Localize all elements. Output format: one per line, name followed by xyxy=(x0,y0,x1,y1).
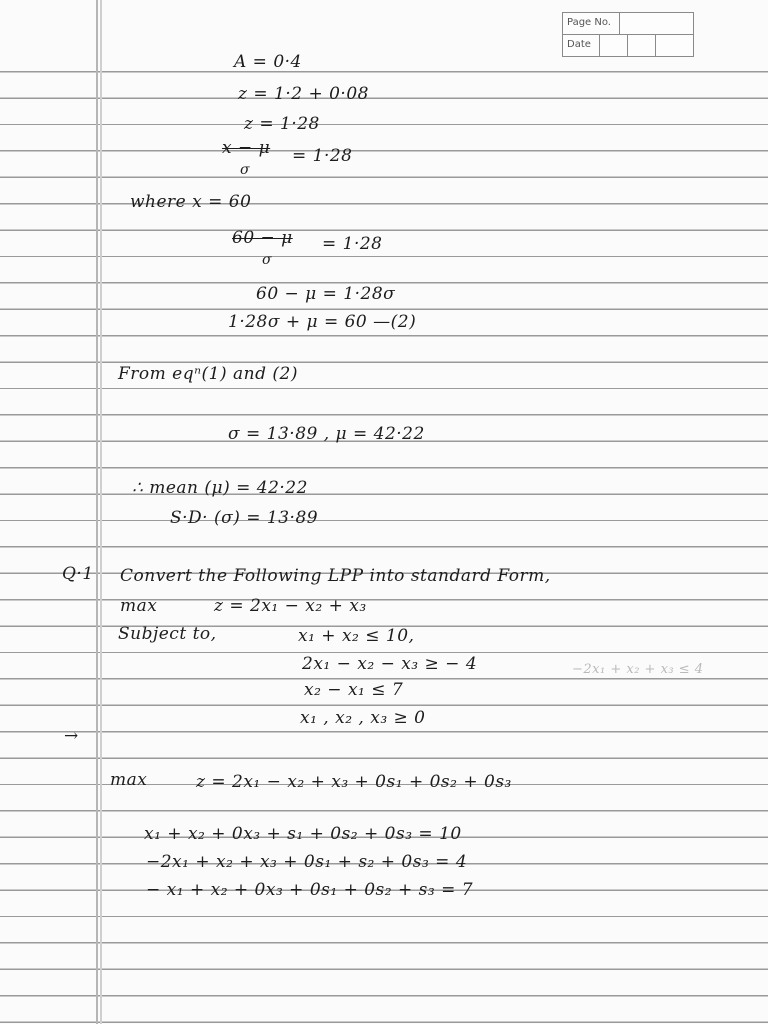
margin-line-inner xyxy=(100,0,102,1024)
line-z-result: z = 1·28 xyxy=(244,114,320,134)
max-label: max xyxy=(120,596,158,616)
fraction2-rhs: = 1·28 xyxy=(322,234,383,254)
objective-function: z = 2x₁ − x₂ + x₃ xyxy=(214,596,367,616)
standard-objective: z = 2x₁ − x₂ + x₃ + 0s₁ + 0s₂ + 0s₃ xyxy=(196,772,512,792)
page-date-box xyxy=(562,12,694,57)
fraction-denominator: σ xyxy=(240,162,251,178)
fraction-rhs: = 1·28 xyxy=(292,146,353,166)
from-equations: From eqⁿ(1) and (2) xyxy=(118,364,298,384)
constraint-1: x₁ + x₂ ≤ 10, xyxy=(298,626,415,646)
fraction2-denominator: σ xyxy=(262,252,273,268)
constraint-2-note: −2x₁ + x₂ + x₃ ≤ 4 xyxy=(572,662,704,677)
standard-equation-3: − x₁ + x₂ + 0x₃ + 0s₁ + 0s₂ + s₃ = 7 xyxy=(146,880,474,900)
standard-equation-1: x₁ + x₂ + 0x₃ + s₁ + 0s₂ + 0s₃ = 10 xyxy=(144,824,462,844)
margin-line xyxy=(96,0,98,1024)
equation-2: 1·28σ + μ = 60 —(2) xyxy=(228,312,417,332)
result-sigma-mu: σ = 13·89 , μ = 42·22 xyxy=(228,424,425,444)
fraction2-numerator: 60 − μ xyxy=(232,228,293,248)
date-label: Date xyxy=(567,39,591,50)
where-line: where x = 60 xyxy=(130,192,252,212)
fraction-numerator: x − μ xyxy=(222,138,271,158)
subject-to-label: Subject to, xyxy=(118,624,217,644)
mean-result: ∴ mean (μ) = 42·22 xyxy=(132,478,308,498)
constraint-4: x₁ , x₂ , x₃ ≥ 0 xyxy=(300,708,426,728)
standard-equation-2: −2x₁ + x₂ + x₃ + 0s₁ + s₂ + 0s₃ = 4 xyxy=(146,852,468,872)
sd-result: S·D· (σ) = 13·89 xyxy=(170,508,319,528)
constraint-3: x₂ − x₁ ≤ 7 xyxy=(304,680,404,700)
page-no-label: Page No. xyxy=(567,17,611,28)
line-z-sum: z = 1·2 + 0·08 xyxy=(238,84,369,104)
constraint-2: 2x₁ − x₂ − x₃ ≥ − 4 xyxy=(302,654,478,674)
standard-max-label: max xyxy=(110,770,148,790)
line-a-value: A = 0·4 xyxy=(234,52,302,72)
question-label: Q·1 xyxy=(62,564,94,584)
line-60-minus-mu: 60 − μ = 1·28σ xyxy=(256,284,396,304)
question-text: Convert the Following LPP into standard Form, xyxy=(120,566,551,586)
arrow-marker: → xyxy=(64,726,79,746)
